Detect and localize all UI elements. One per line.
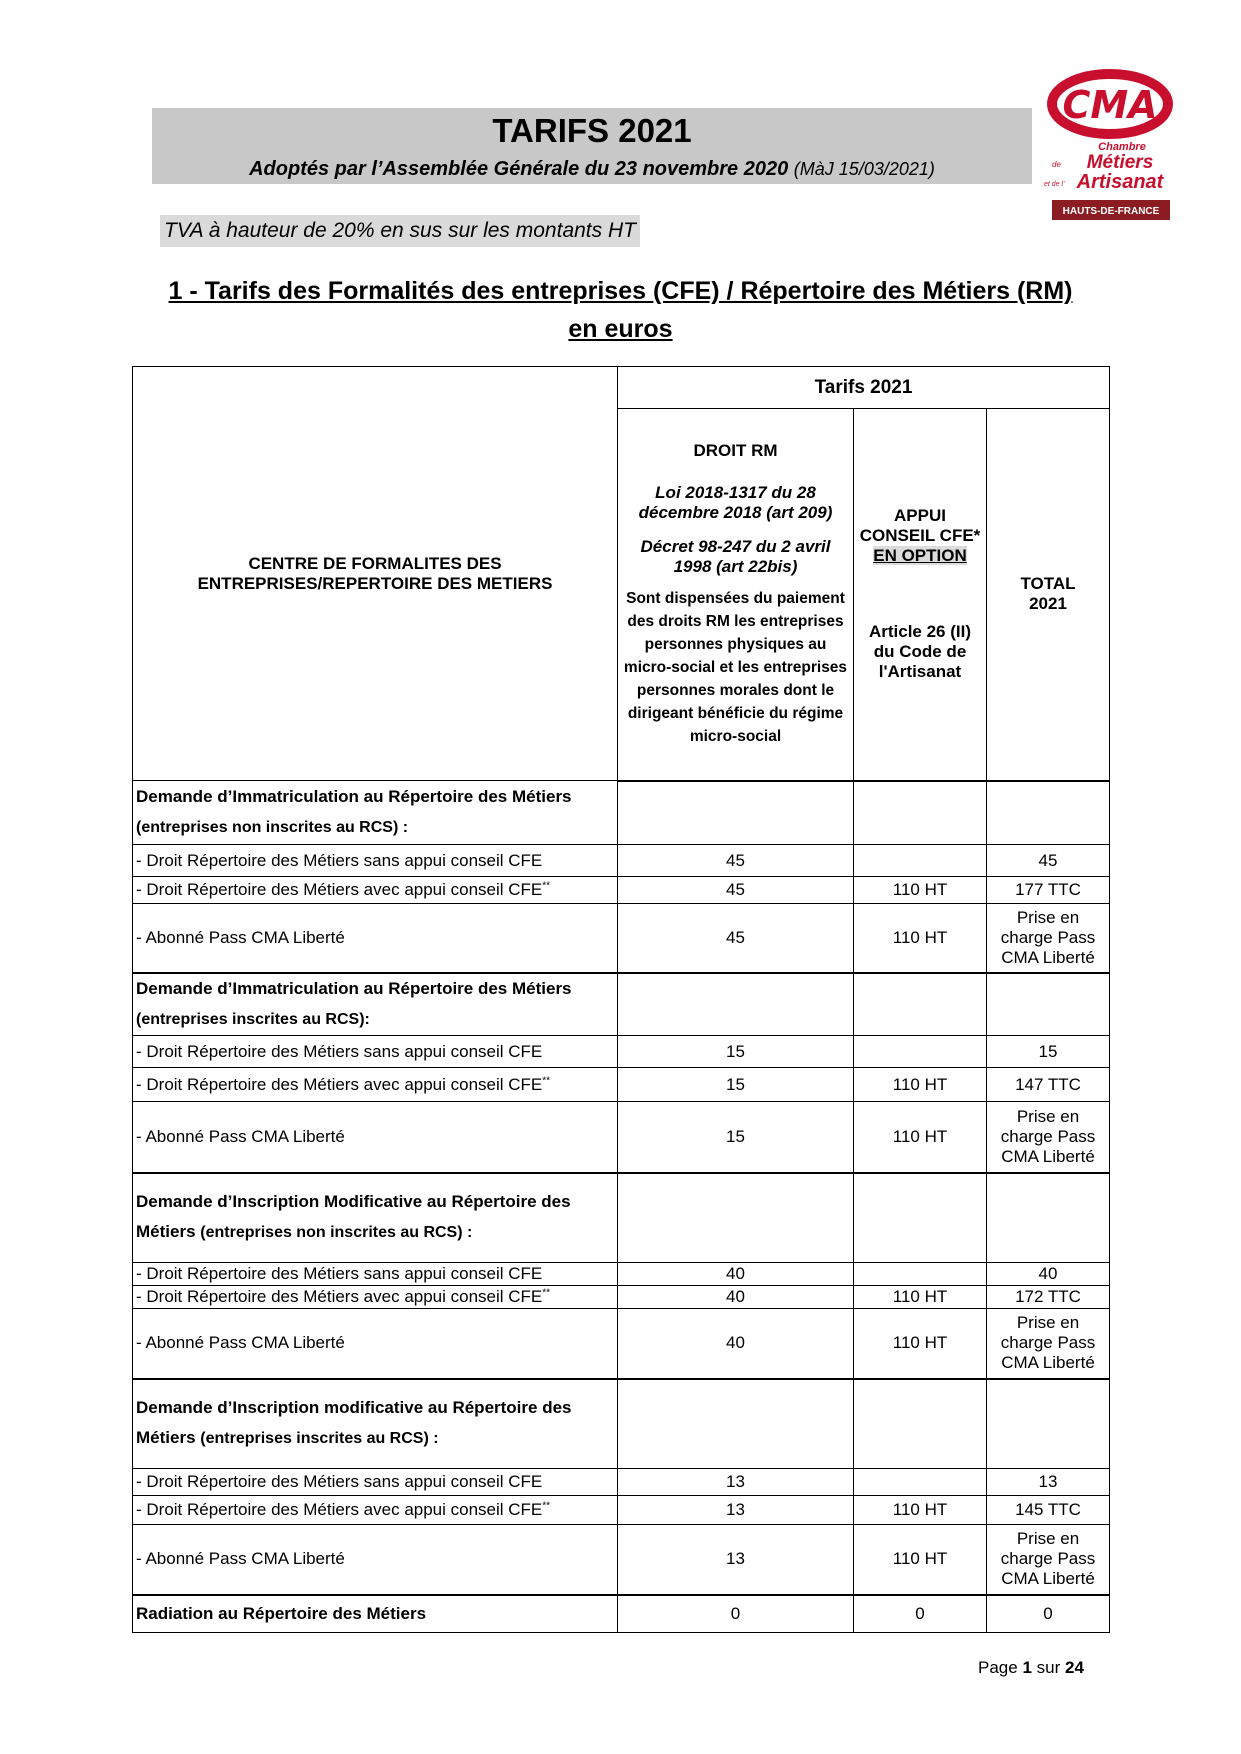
group-title: Demande d’Immatriculation au Répertoire des Métiers [136,787,572,806]
appui-value: 110 HT [854,1102,987,1173]
droit-value: 13 [618,1525,854,1595]
radiation-appui: 0 [854,1595,987,1633]
droit-loi-line2: décembre 2018 (art 209) [638,502,833,522]
appui-conseil-header [854,409,987,781]
droit-exemption-note: Sont dispensées du paiement des droits RM les entreprises personnes physiques au micro-social et les entreprises personnes morales dont le dirigeant bénéficie du régime micro-social [623,589,848,745]
prise-line1: Prise en [1016,907,1080,927]
total-header [987,409,1110,781]
appui-line1: APPUI [894,506,946,526]
droit-value: 40 [618,1263,854,1286]
total-value: 13 [987,1469,1110,1496]
table-row [133,1496,1110,1525]
appui-value: 110 HT [854,1525,987,1595]
table-row [133,1068,1110,1102]
footnote-mark: ** [542,1074,551,1086]
page-title: TARIFS 2021 [492,112,692,149]
group-qualifier: (entreprises non inscrites au RCS) : [136,819,409,836]
droit-decret-line2: 1998 (art 22bis) [673,556,798,576]
row-label: - Abonné Pass CMA Liberté [133,1309,618,1379]
total-line1: TOTAL [1020,574,1076,594]
total-value: 177 TTC [987,877,1110,904]
droit-value: 15 [618,1068,854,1102]
group-qualifier: (entreprises non inscrites au RCS) : [200,1224,473,1242]
row-label: - Abonné Pass CMA Liberté [133,1525,618,1595]
total-value [987,904,1110,973]
droit-value: 40 [618,1286,854,1309]
appui-value [854,1469,987,1496]
row-label-cell [133,1286,618,1309]
total-value: 40 [987,1263,1110,1286]
group-row [133,1379,1110,1469]
group-row [133,973,1110,1036]
group-title: Demande d’Immatriculation au Répertoire des Métiers [136,978,572,998]
table-row [133,1309,1110,1379]
group-title: Demande d’Inscription modificative au Répertoire des Métiers [136,1398,572,1448]
table-row [133,1036,1110,1068]
row-label: - Droit Répertoire des Métiers avec appui conseil CFE [136,1500,543,1519]
table-row [133,1263,1110,1286]
cma-logo-graphic [1040,66,1180,226]
appui-value [854,845,987,877]
appui-value [854,1263,987,1286]
logo-line2: Métiers [1086,152,1154,173]
table-row [133,1286,1110,1309]
tva-note: TVA à hauteur de 20% en sus sur les montants HT [160,215,640,247]
row-label-cell [133,1496,618,1525]
appui-article-line2: du Code de [873,642,967,662]
prise-line3: CMA Liberté [1001,1353,1095,1373]
prise-line1: Prise en [1016,1106,1080,1126]
row-label: - Droit Répertoire des Métiers sans appui conseil CFE [133,845,618,877]
row-label: - Droit Répertoire des Métiers sans appui conseil CFE [133,1036,618,1068]
prise-line2: charge Pass [1000,927,1096,947]
total-value: 15 [987,1036,1110,1068]
subtitle-text: Adoptés par l’Assemblée Générale du 23 novembre 2020 [249,158,789,180]
left-header-cell [133,367,618,781]
table-row [133,845,1110,877]
prise-line3: CMA Liberté [1001,1146,1095,1166]
table-row [133,877,1110,904]
group-qualifier: (entreprises inscrites au RCS) : [200,1430,439,1448]
logo-line1: Chambre [1098,141,1146,153]
group-title-cell [133,1173,618,1263]
appui-line2: CONSEIL CFE* [859,526,981,546]
row-label-cell [133,877,618,904]
prise-line2: charge Pass [1000,1333,1096,1353]
appui-value: 110 HT [854,877,987,904]
row-label: - Abonné Pass CMA Liberté [133,904,618,973]
left-header-line1: CENTRE DE FORMALITES DES [248,553,502,573]
appui-value: 110 HT [854,904,987,973]
footnote-mark: ** [542,880,551,892]
page-current: 1 [1022,1658,1032,1677]
group-title-cell [133,973,618,1036]
row-label: - Droit Répertoire des Métiers avec appui conseil CFE [136,1287,543,1306]
group-title-cell [133,781,618,845]
group-row [133,781,1110,845]
droit-value: 45 [618,877,854,904]
total-value [987,1525,1110,1595]
table-row [133,1102,1110,1173]
droit-value: 13 [618,1469,854,1496]
appui-value: 110 HT [854,1496,987,1525]
row-label-cell [133,1068,618,1102]
total-value [987,1102,1110,1173]
tarifs-2021-header: Tarifs 2021 [618,367,1110,409]
row-label: - Abonné Pass CMA Liberté [133,1102,618,1173]
prise-line3: CMA Liberté [1001,1569,1095,1589]
footnote-mark: ** [542,1287,551,1299]
page-subtitle [152,158,1032,181]
logo-region: HAUTS-DE-FRANCE [1062,206,1160,217]
page-sep: sur [1036,1658,1061,1677]
group-title-cell [133,1379,618,1469]
appui-article-line1: Article 26 (II) [868,622,972,642]
droit-rm-title: DROIT RM [693,440,778,460]
svg-text:et de l': et de l' [1044,181,1065,188]
radiation-label: Radiation au Répertoire des Métiers [133,1595,618,1633]
appui-value [854,1036,987,1068]
prise-line1: Prise en [1016,1313,1080,1333]
droit-value: 45 [618,904,854,973]
title-band [152,108,1032,184]
prise-line3: CMA Liberté [1001,947,1095,967]
appui-value: 110 HT [854,1286,987,1309]
radiation-total: 0 [987,1595,1110,1633]
total-value: 145 TTC [987,1496,1110,1525]
header-row-top [133,367,1110,409]
droit-value: 15 [618,1102,854,1173]
page-number [978,1658,1084,1678]
appui-option: EN OPTION [873,546,967,566]
appui-value: 110 HT [854,1068,987,1102]
prise-line2: charge Pass [1000,1126,1096,1146]
row-label: - Droit Répertoire des Métiers avec appui conseil CFE [136,880,543,899]
radiation-droit: 0 [618,1595,854,1633]
left-header-line2: ENTREPRISES/REPERTOIRE DES METIERS [197,573,553,593]
logo-line3: Artisanat [1076,171,1164,193]
row-label: - Droit Répertoire des Métiers sans appui conseil CFE [133,1469,618,1496]
footnote-mark: ** [542,1500,551,1512]
update-note: (MàJ 15/03/2021) [793,159,935,179]
droit-value: 13 [618,1496,854,1525]
prise-line1: Prise en [1016,1529,1080,1549]
logo-letters: CMA [1062,83,1158,127]
row-label: - Droit Répertoire des Métiers sans appui conseil CFE [133,1263,618,1286]
total-value: 45 [987,845,1110,877]
page-label: Page [978,1658,1018,1677]
appui-value: 110 HT [854,1309,987,1379]
droit-loi-line1: Loi 2018-1317 du 28 [655,482,816,502]
cma-logo [1040,66,1180,226]
table-row [133,1525,1110,1595]
tarifs-table [132,366,1110,1633]
droit-decret-line1: Décret 98-247 du 2 avril [640,536,831,556]
radiation-row [133,1595,1110,1633]
group-title: Demande d’Inscription Modificative au Répertoire des Métiers [136,1192,571,1242]
droit-value: 45 [618,845,854,877]
total-value: 172 TTC [987,1286,1110,1309]
section-title-line2: en euros [568,315,673,343]
droit-rm-header [618,409,854,781]
table-row [133,904,1110,973]
total-line2: 2021 [1029,594,1067,614]
total-value [987,1309,1110,1379]
page-total: 24 [1065,1658,1084,1677]
total-value: 147 TTC [987,1068,1110,1102]
group-row [133,1173,1110,1263]
section-title-line1: 1 - Tarifs des Formalités des entreprises (CFE) / Répertoire des Métiers (RM) [168,277,1073,305]
appui-article-line3: l'Artisanat [878,662,962,682]
group-qualifier: (entreprises inscrites au RCS): [136,1010,370,1028]
section-title [100,272,1141,348]
droit-value: 15 [618,1036,854,1068]
svg-text:de: de [1052,160,1061,169]
row-label: - Droit Répertoire des Métiers avec appui conseil CFE [136,1074,543,1094]
prise-line2: charge Pass [1000,1549,1096,1569]
droit-value: 40 [618,1309,854,1379]
table-row [133,1469,1110,1496]
